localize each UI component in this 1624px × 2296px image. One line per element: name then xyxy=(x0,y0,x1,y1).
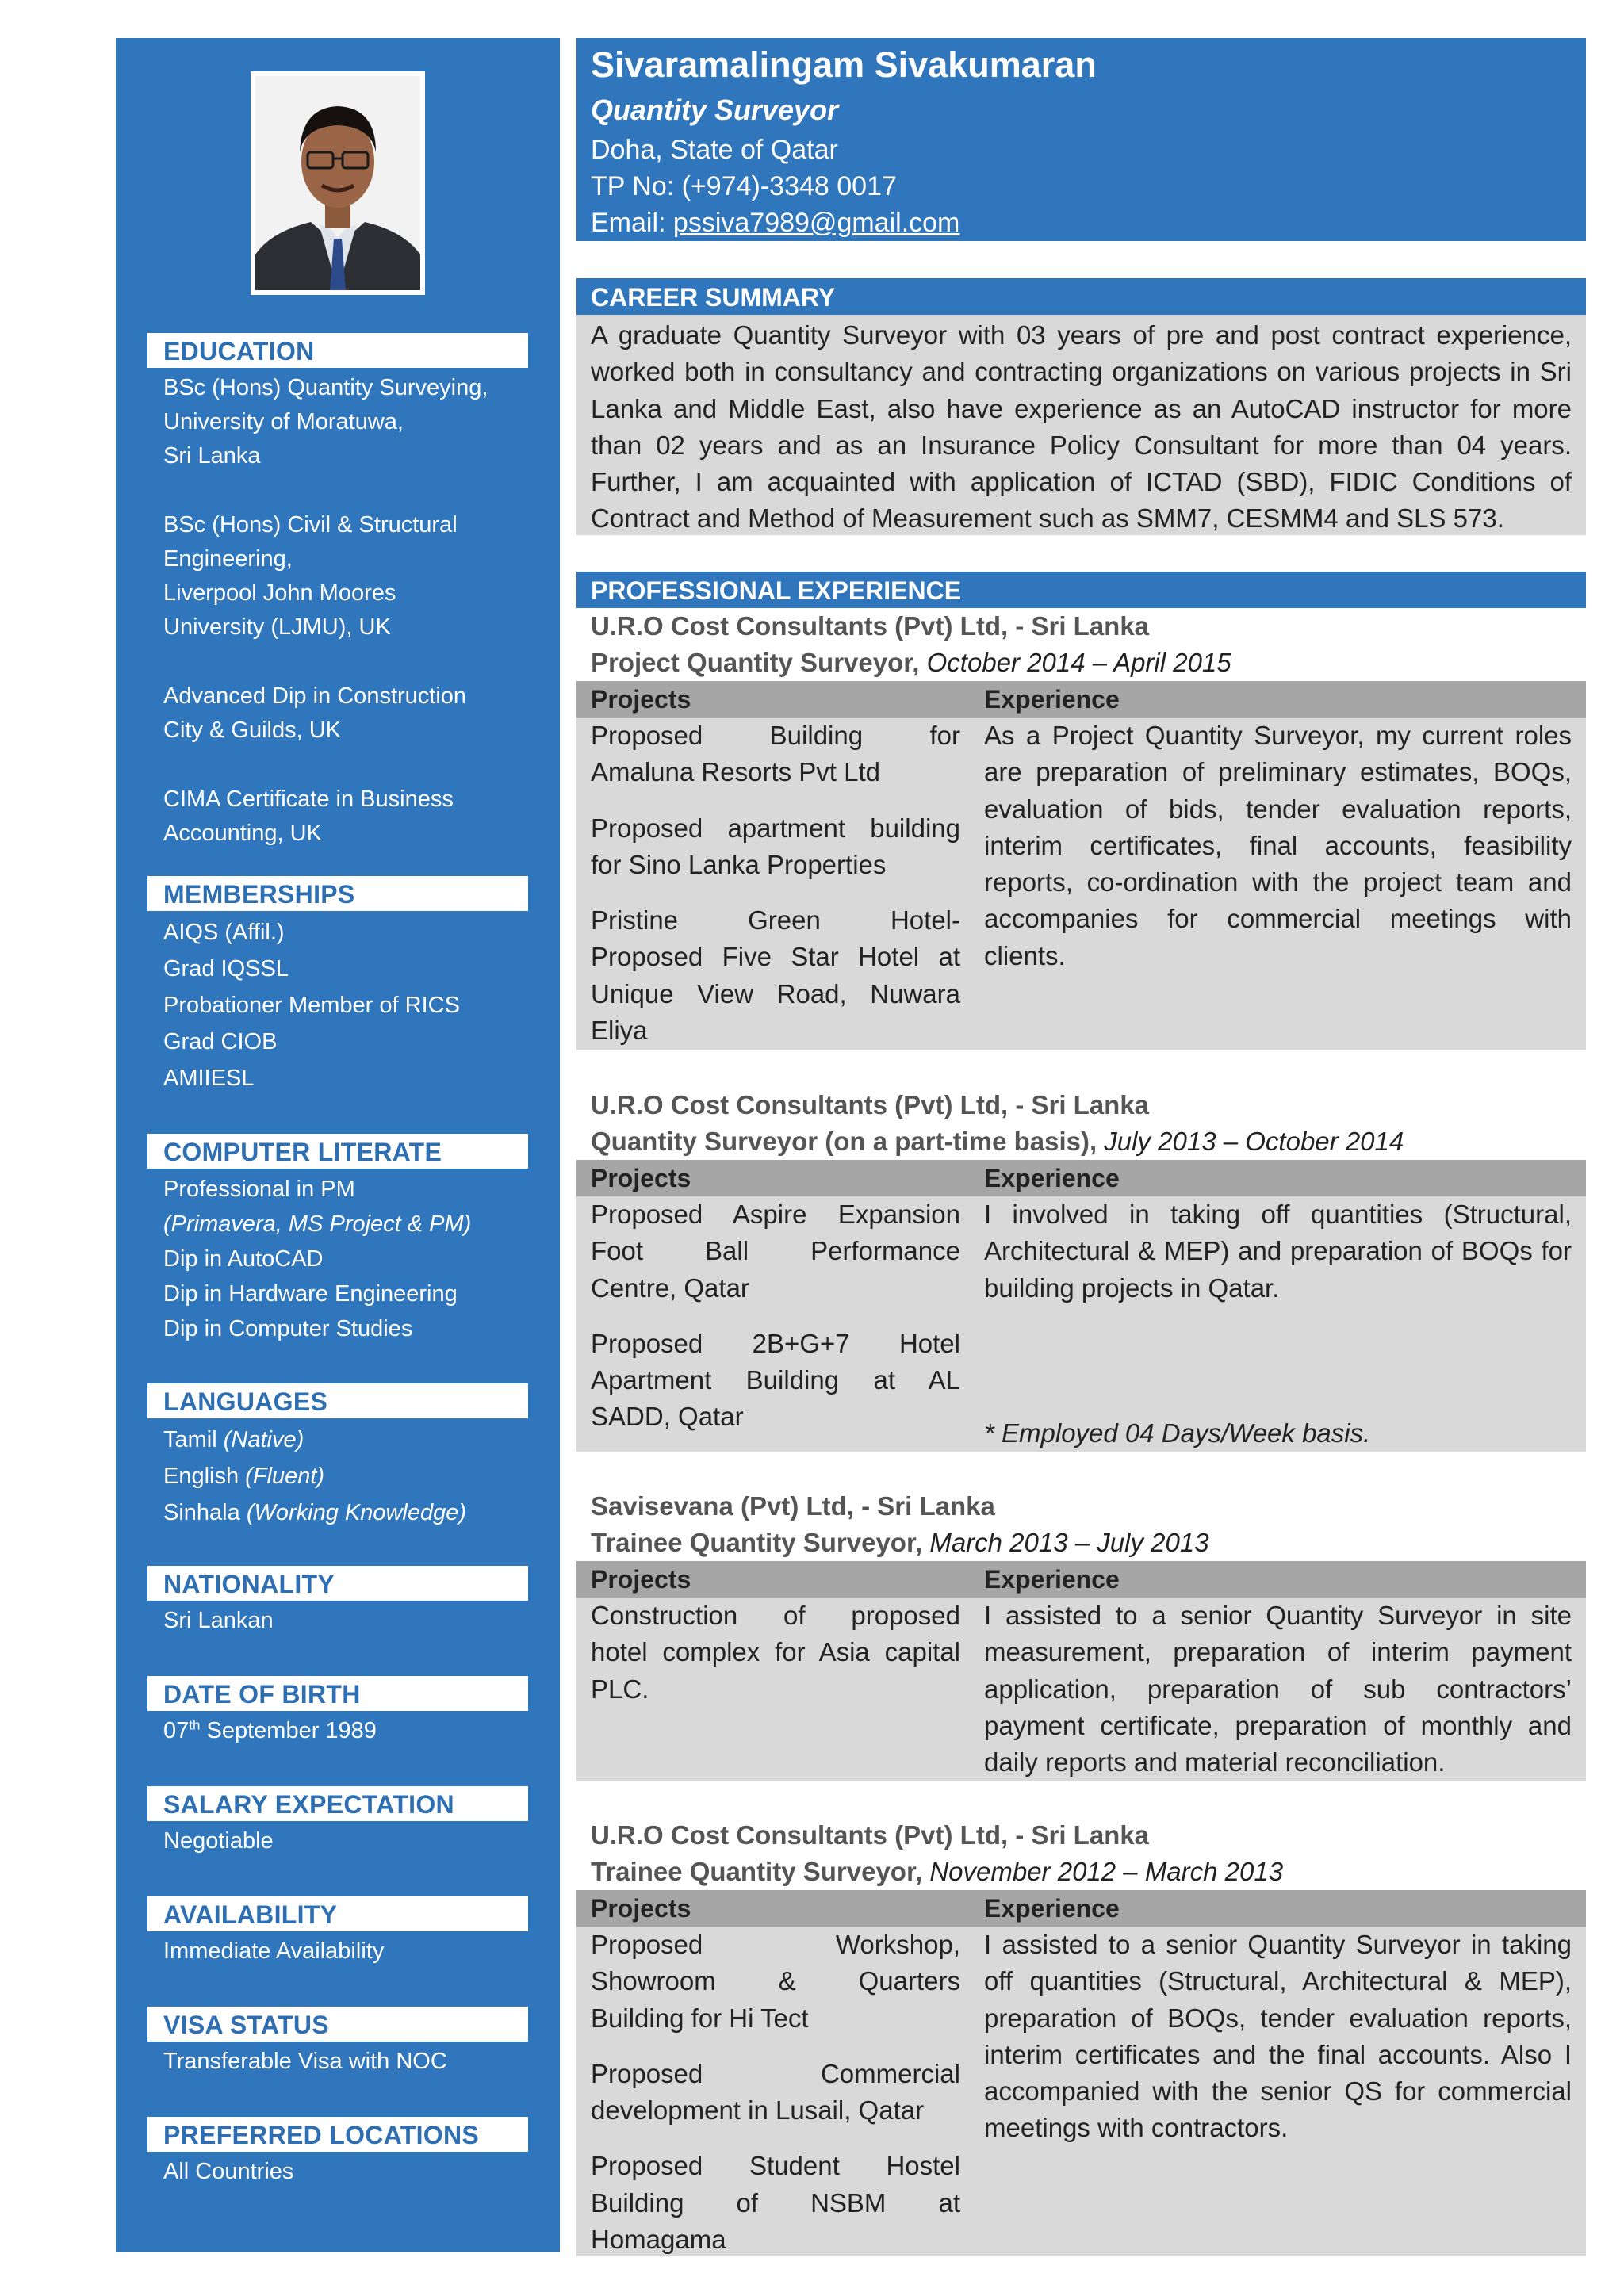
header xyxy=(576,38,1586,241)
job-role: Trainee Quantity Surveyor, March 2013 – July 2013 xyxy=(591,1528,1209,1557)
computer-item: Dip in Computer Studies xyxy=(163,1316,413,1341)
email-line: Email: pssiva7989@gmail.com xyxy=(591,208,960,238)
table-header xyxy=(576,681,1586,718)
projects-list xyxy=(591,1927,960,2258)
job-role: Project Quantity Surveyor, October 2014 – April 2015 xyxy=(591,648,1231,677)
computer-section xyxy=(147,1134,528,1346)
job-company: U.R.O Cost Consultants (Pvt) Ltd, - Sri Lanka xyxy=(591,1090,1150,1119)
visa-heading: VISA STATUS xyxy=(147,2007,528,2042)
education-section xyxy=(147,333,528,851)
education-line: Liverpool John Moores xyxy=(163,580,396,606)
experience-heading: PROFESSIONAL EXPERIENCE xyxy=(576,572,1586,608)
education-line: Advanced Dip in Construction xyxy=(163,683,467,709)
candidate-name: Sivaramalingam Sivakumaran xyxy=(591,44,1097,85)
job-company: U.R.O Cost Consultants (Pvt) Ltd, - Sri Lanka xyxy=(591,1820,1150,1850)
experience-text: I involved in taking off quantities (Structural, Architectural & MEP) and preparation of BOQs for building projects in Qatar. xyxy=(984,1200,1572,1303)
project-item: Proposed apartment building for Sino Lanka Properties xyxy=(591,813,960,879)
projects-list xyxy=(591,1196,960,1436)
project-item: Proposed Aspire Expansion Foot Ball Performance Centre, Qatar xyxy=(591,1200,960,1303)
col-experience: Experience xyxy=(984,1164,1120,1192)
dob-heading: DATE OF BIRTH xyxy=(147,1676,528,1711)
col-experience: Experience xyxy=(984,1565,1120,1594)
education-line: BSc (Hons) Quantity Surveying, xyxy=(163,375,488,400)
locations-value: All Countries xyxy=(163,2159,294,2184)
job-company: Savisevana (Pvt) Ltd, - Sri Lanka xyxy=(591,1491,995,1521)
availability-value: Immediate Availability xyxy=(163,1938,385,1964)
col-experience: Experience xyxy=(984,685,1120,714)
col-projects: Projects xyxy=(591,1164,691,1192)
job-company: U.R.O Cost Consultants (Pvt) Ltd, - Sri Lanka xyxy=(591,611,1150,641)
employment-note: * Employed 04 Days/Week basis. xyxy=(984,1418,1371,1448)
languages-list xyxy=(147,1422,528,1531)
career-summary-text: A graduate Quantity Surveyor with 03 years of pre and post contract experience, worked both in consultancy and contracting organizations on various projects in Sri Lanka and Middle East, also have experience as an AutoCAD instructor for more than 02 years and as an Insurance Policy Consultant for more than 04 years. Further, I am acquainted with application of ICTAD (SBD), FIDIC Conditions of Contract and Method of Measurement such as SMM7, CESMM4 and SLS 573. xyxy=(576,315,1586,535)
language-item: Sinhala (Working Knowledge) xyxy=(163,1500,467,1525)
project-item: Proposed Commercial development in Lusail, Qatar xyxy=(591,2058,960,2126)
memberships-heading: MEMBERSHIPS xyxy=(147,876,528,911)
salary-value: Negotiable xyxy=(163,1828,274,1854)
language-item: Tamil (Native) xyxy=(163,1427,304,1452)
project-item: Pristine Green Hotel- Proposed Five Star Hotel at Unique View Road, Nuwara Eliya xyxy=(591,905,960,1046)
languages-section xyxy=(147,1383,528,1531)
computer-list xyxy=(147,1172,528,1346)
education-line: Sri Lanka xyxy=(163,443,261,469)
project-item: Proposed Building for Amaluna Resorts Pvt Ltd xyxy=(591,721,960,787)
education-line: University of Moratuwa, xyxy=(163,409,404,434)
job-role: Quantity Surveyor (on a part-time basis), July 2013 – October 2014 xyxy=(591,1127,1404,1156)
visa-value: Transferable Visa with NOC xyxy=(163,2049,447,2074)
computer-item: (Primavera, MS Project & PM) xyxy=(163,1211,472,1237)
project-item: Proposed Student Hostel Building of NSBM at Homagama xyxy=(591,2151,960,2255)
phone: TP No: (+974)-3348 0017 xyxy=(591,171,897,201)
nationality-section xyxy=(147,1566,528,1638)
availability-section xyxy=(147,1896,528,1969)
profile-photo xyxy=(251,71,425,295)
sidebar xyxy=(116,38,560,2252)
nationality-value: Sri Lankan xyxy=(163,1608,274,1633)
memberships-list xyxy=(147,914,528,1096)
col-projects: Projects xyxy=(591,1894,691,1923)
job-table xyxy=(576,1561,1586,1781)
location: Doha, State of Qatar xyxy=(591,135,838,165)
table-header xyxy=(576,1561,1586,1598)
col-projects: Projects xyxy=(591,685,691,714)
education-list xyxy=(147,371,528,851)
experience-text: I assisted to a senior Quantity Surveyor in site measurement, preparation of interim payment application, preparation of sub contractors’ payment certificate, preparation of monthly and daily reports and material reconciliation. xyxy=(984,1601,1572,1777)
salary-section xyxy=(147,1786,528,1858)
memberships-section xyxy=(147,876,528,1096)
table-header xyxy=(576,1160,1586,1196)
education-line: University (LJMU), UK xyxy=(163,614,391,640)
project-item: Construction of proposed hotel complex for Asia capital PLC. xyxy=(591,1601,960,1704)
education-line: Accounting, UK xyxy=(163,821,322,846)
languages-heading: LANGUAGES xyxy=(147,1383,528,1418)
project-item: Proposed Workshop, Showroom & Quarters Building for Hi Tect xyxy=(591,1930,960,2033)
email-link[interactable]: pssiva7989@gmail.com xyxy=(672,208,960,238)
computer-item: Dip in Hardware Engineering xyxy=(163,1281,458,1307)
education-line: CIMA Certificate in Business xyxy=(163,786,454,812)
col-projects: Projects xyxy=(591,1565,691,1594)
membership-item: AMIIESL xyxy=(163,1066,255,1091)
nationality-heading: NATIONALITY xyxy=(147,1566,528,1601)
membership-item: Probationer Member of RICS xyxy=(163,993,460,1018)
education-heading: EDUCATION xyxy=(147,333,528,368)
membership-item: Grad CIOB xyxy=(163,1029,278,1054)
education-line: BSc (Hons) Civil & Structural xyxy=(163,512,458,538)
education-line: City & Guilds, UK xyxy=(163,718,341,743)
avatar xyxy=(255,76,420,290)
dob-section xyxy=(147,1676,528,1748)
locations-heading: PREFERRED LOCATIONS xyxy=(147,2117,528,2152)
col-experience: Experience xyxy=(984,1894,1120,1923)
locations-section xyxy=(147,2117,528,2189)
salary-heading: SALARY EXPECTATION xyxy=(147,1786,528,1821)
project-item: Proposed 2B+G+7 Hotel Apartment Building at AL SADD, Qatar xyxy=(591,1328,960,1432)
job-table xyxy=(576,1160,1586,1452)
projects-list xyxy=(591,718,960,1049)
experience-text: I assisted to a senior Quantity Surveyor in taking off quantities (Structural, Architectural & MEP), preparation of BOQs, tender evaluation reports, interim certificates and the final accounts. Also I accompanied with the senior QS for commercial meetings with contractors. xyxy=(984,1930,1572,2143)
dob-value: 07th September 1989 xyxy=(163,1717,377,1743)
candidate-title: Quantity Surveyor xyxy=(591,94,839,126)
membership-item: Grad IQSSL xyxy=(163,956,289,982)
job-table xyxy=(576,1890,1586,2256)
membership-item: AIQS (Affil.) xyxy=(163,920,285,945)
computer-heading: COMPUTER LITERATE xyxy=(147,1134,528,1169)
experience-text: As a Project Quantity Surveyor, my current roles are preparation of preliminary estimates, BOQs, evaluation of bids, tender evaluation reports, interim certificates, final accounts, feasibility reports, co-ordination with the project team and accompanies for commercial meetings with clients. xyxy=(984,721,1572,970)
computer-item: Dip in AutoCAD xyxy=(163,1246,324,1272)
computer-item: Professional in PM xyxy=(163,1177,355,1202)
education-line: Engineering, xyxy=(163,546,293,572)
table-header xyxy=(576,1890,1586,1927)
job-role: Trainee Quantity Surveyor, November 2012 – March 2013 xyxy=(591,1857,1284,1886)
projects-list xyxy=(591,1598,960,1708)
career-summary-heading: CAREER SUMMARY xyxy=(576,278,1586,315)
availability-heading: AVAILABILITY xyxy=(147,1896,528,1931)
visa-section xyxy=(147,2007,528,2079)
job-table xyxy=(576,681,1586,1050)
language-item: English (Fluent) xyxy=(163,1464,325,1489)
